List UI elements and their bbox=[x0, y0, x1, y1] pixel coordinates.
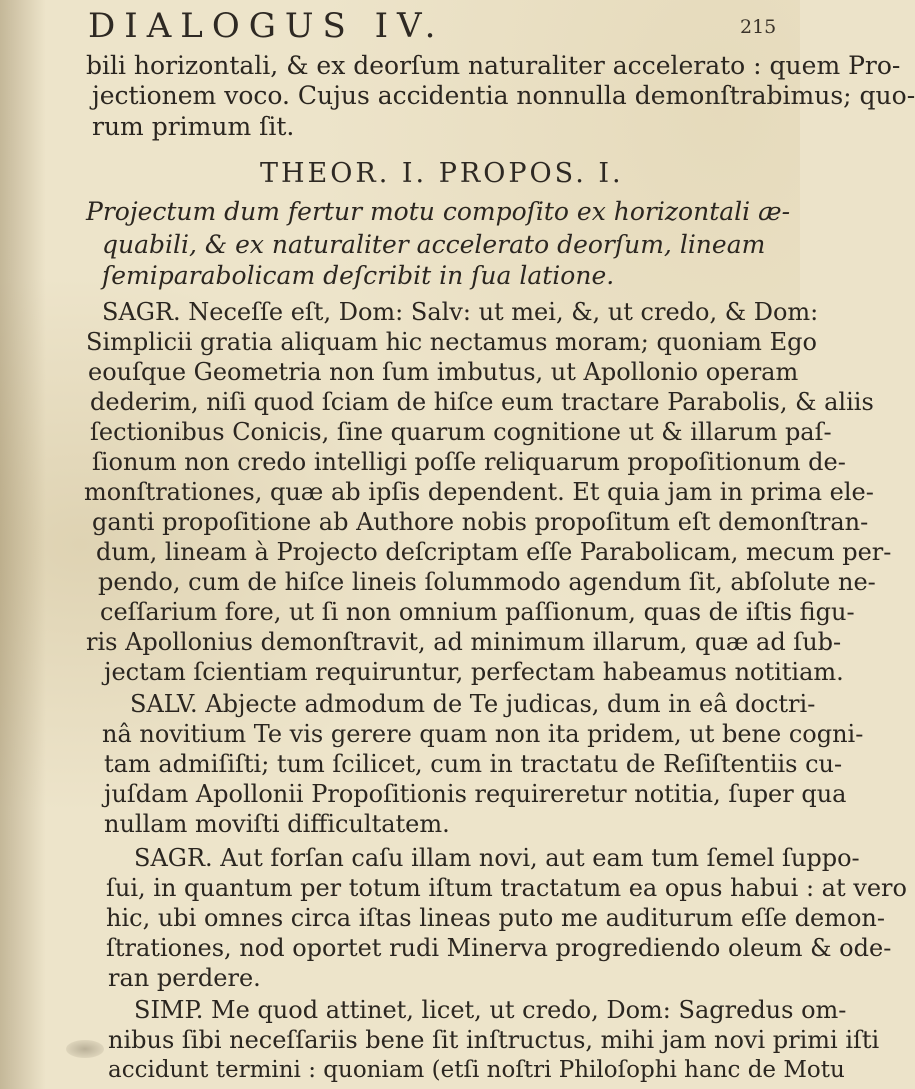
text-line: dum, lineam à Projecto deſcriptam eſſe Parabolicam, mecum per- bbox=[96, 538, 892, 566]
text-line: ran perdere. bbox=[108, 964, 261, 992]
proposition-statement-line: Projectum dum fertur motu compoſito ex horizontali æ- bbox=[86, 197, 791, 226]
text-line: pendo, cum de hiſce lineis ſolummodo agendum ſit, abſolute ne- bbox=[98, 568, 876, 596]
text-line: nullam moviſti difficultatem. bbox=[104, 810, 450, 838]
binding-shadow bbox=[0, 0, 46, 1089]
text-line: SAGR. Neceſſe eſt, Dom: Salv: ut mei, &, ut credo, & Dom: bbox=[102, 298, 819, 326]
text-line: juſdam Apollonii Propoſitionis requireretur notitia, ſuper qua bbox=[104, 780, 847, 808]
text-line: ſtrationes, nod oportet rudi Minerva progrediendo oleum & ode- bbox=[106, 934, 892, 962]
text-line: eouſque Geometria non ſum imbutus, ut Apollonio operam bbox=[88, 358, 799, 386]
running-head bbox=[0, 6, 800, 46]
running-title: DIALOGUS IV. bbox=[88, 6, 445, 46]
text-line: ganti propoſitione ab Authore nobis propoſitum eſt demonſtran- bbox=[92, 508, 869, 536]
text-line: ceſſarium fore, ut ſi non omnium paſſionum, quas de iſtis figu- bbox=[100, 598, 855, 626]
text-line: hic, ubi omnes circa iſtas lineas puto me auditurum eſſe demon- bbox=[106, 904, 885, 932]
page-number: 215 bbox=[740, 16, 777, 38]
ink-blot bbox=[66, 1040, 104, 1058]
text-line: dederim, niſi quod ſciam de hiſce eum tractare Parabolis, & aliis bbox=[90, 388, 874, 416]
text-line: ſectionibus Conicis, ſine quarum cognitione ut & illarum paſ- bbox=[90, 418, 832, 446]
proposition-heading: THEOR. I. PROPOS. I. bbox=[260, 158, 624, 189]
text-line: Simplicii gratia aliquam hic nectamus moram; quoniam Ego bbox=[86, 328, 817, 356]
proposition-statement-line: quabili, & ex naturaliter accelerato deorſum, lineam bbox=[102, 230, 766, 259]
text-line: nâ novitium Te vis gerere quam non ita pridem, ut bene cogni- bbox=[102, 720, 864, 748]
text-line: ris Apollonius demonſtravit, ad minimum illarum, quæ ad ſub- bbox=[86, 628, 842, 656]
text-line: ſui, in quantum per totum iſtum tractatum ea opus habui : at vero bbox=[106, 874, 907, 902]
proposition-statement-line: ſemiparabolicam deſcribit in ſua latione. bbox=[102, 261, 615, 290]
text-line: jectam ſcientiam requiruntur, perfectam habeamus notitiam. bbox=[104, 658, 844, 686]
text-line: bili horizontali, & ex deorſum naturaliter accelerato : quem Pro- bbox=[86, 51, 901, 80]
text-line: ſionum non credo intelligi poſſe reliquarum propoſitionum de- bbox=[92, 448, 846, 476]
text-line: SIMP. Me quod attinet, licet, ut credo, Dom: Sagredus om- bbox=[134, 996, 847, 1024]
text-line: SALV. Abjecte admodum de Te judicas, dum in eâ doctri- bbox=[130, 690, 816, 718]
text-line: accidunt termini : quoniam (etſi noſtri Philoſophi hanc de Motu bbox=[108, 1057, 845, 1083]
text-line: monſtrationes, quæ ab ipſis dependent. Et quia jam in prima ele- bbox=[84, 478, 874, 506]
text-line: tam admiſiſti; tum ſcilicet, cum in tractatu de Reſiſtentiis cu- bbox=[104, 750, 843, 778]
text-line: nibus ſibi neceſſariis bene ſit inſtructus, mihi jam novi primi iſti bbox=[108, 1026, 880, 1054]
text-line: SAGR. Aut forſan caſu illam novi, aut eam tum ſemel ſuppo- bbox=[134, 844, 860, 872]
text-line: rum primum ſit. bbox=[92, 112, 295, 141]
text-line: jectionem voco. Cujus accidentia nonnulla demonſtrabimus; quo- bbox=[92, 81, 915, 110]
